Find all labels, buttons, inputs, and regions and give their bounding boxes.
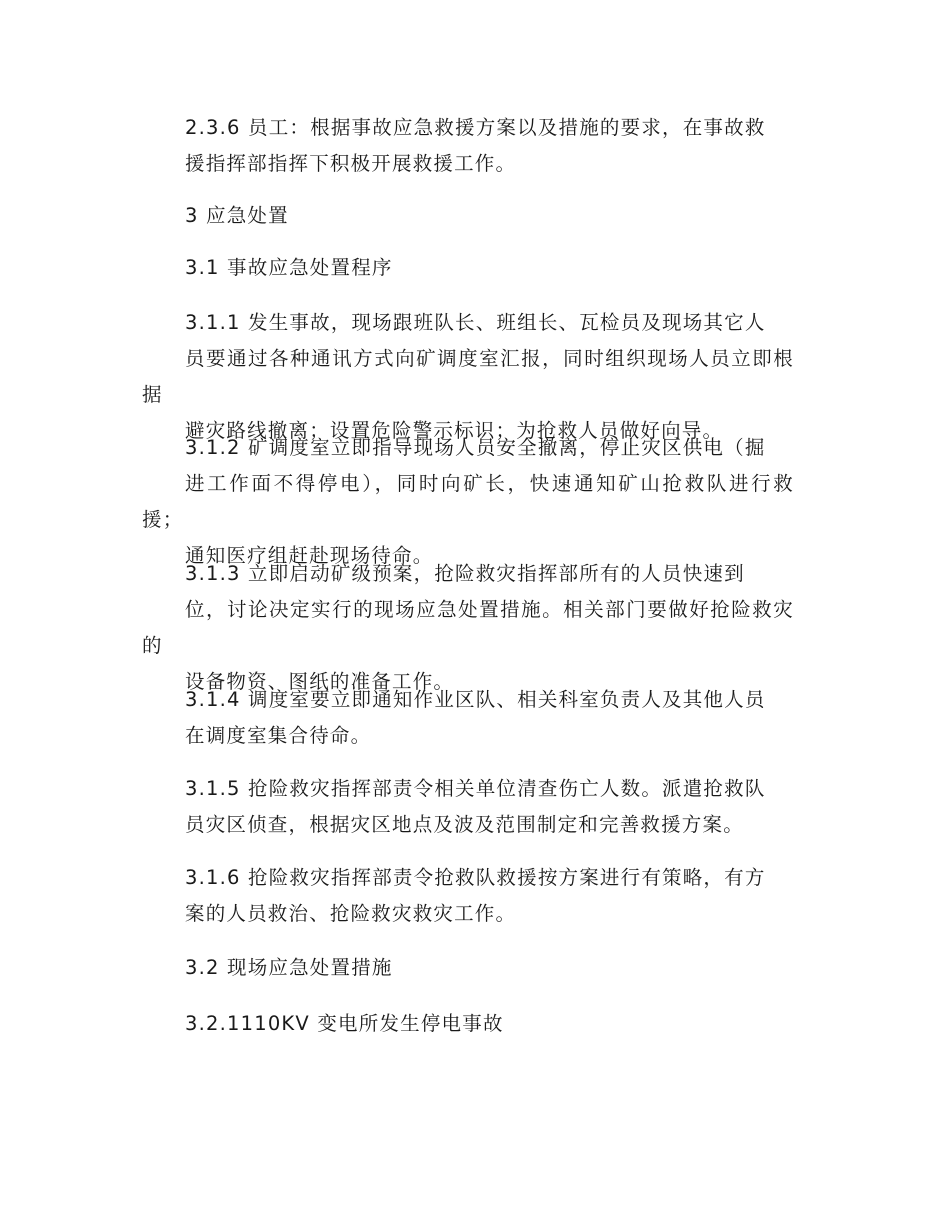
text-line: 员要通过各种通讯方式向矿调度室汇报，同时组织现场人员立即根据 [142, 347, 794, 406]
paragraph-3-1-5 [142, 771, 794, 843]
text-line: 3.2 现场应急处置措施 [185, 956, 393, 979]
text-line: 3.1.2 矿调度室立即指导现场人员安全撤离，停止灾区供电（掘 [185, 436, 766, 459]
paragraph-3-1-2 [142, 430, 794, 574]
text-line: 3 应急处置 [185, 204, 289, 227]
text-line: 3.1.3 立即启动矿级预案，抢险救灾指挥部所有的人员快速到 [185, 562, 745, 585]
heading-3 [142, 198, 794, 234]
paragraph-3-1-1 [142, 305, 794, 449]
text-line: 避灾路线撤离；设置危险警示标识；为抢救人员做好向导。 [185, 419, 724, 442]
heading-3-2 [142, 950, 794, 986]
text-line: 进工作面不得停电），同时向矿长，快速通知矿山抢救队进行救援； [142, 472, 794, 531]
heading-3-1 [142, 250, 794, 286]
text-line: 3.1.4 调度室要立即通知作业区队、相关科室负责人及其他人员 [185, 688, 766, 711]
text-line: 3.2.1110KV 变电所发生停电事故 [185, 1012, 504, 1035]
text-line: 2.3.6 员工：根据事故应急救援方案以及措施的要求，在事故救 [185, 116, 766, 139]
paragraph-3-1-3 [142, 556, 794, 700]
paragraph-3-1-4 [142, 682, 794, 754]
text-line: 员灾区侦查，根据灾区地点及波及范围制定和完善救援方案。 [185, 813, 744, 836]
paragraph-2-3-6 [142, 110, 794, 182]
heading-3-2-1 [142, 1006, 794, 1042]
paragraph-3-1-6 [142, 860, 794, 932]
text-line: 案的人员救治、抢险救灾救灾工作。 [185, 902, 517, 925]
text-line: 设备物资、图纸的准备工作。 [185, 670, 455, 693]
text-line: 援指挥部指挥下积极开展救援工作。 [185, 152, 517, 175]
text-line: 3.1.6 抢险救灾指挥部责令抢救队救援按方案进行有策略，有方 [185, 866, 766, 889]
text-line: 3.1 事故应急处置程序 [185, 256, 393, 279]
text-line: 3.1.5 抢险救灾指挥部责令相关单位清查伤亡人数。派遣抢救队 [185, 777, 766, 800]
text-line: 3.1.1 发生事故，现场跟班队长、班组长、瓦检员及现场其它人 [185, 311, 766, 334]
text-line: 位，讨论决定实行的现场应急处置措施。相关部门要做好抢险救灾的 [142, 598, 794, 657]
text-line: 在调度室集合待命。 [185, 724, 372, 747]
text-line: 通知医疗组赶赴现场待命。 [185, 544, 434, 567]
